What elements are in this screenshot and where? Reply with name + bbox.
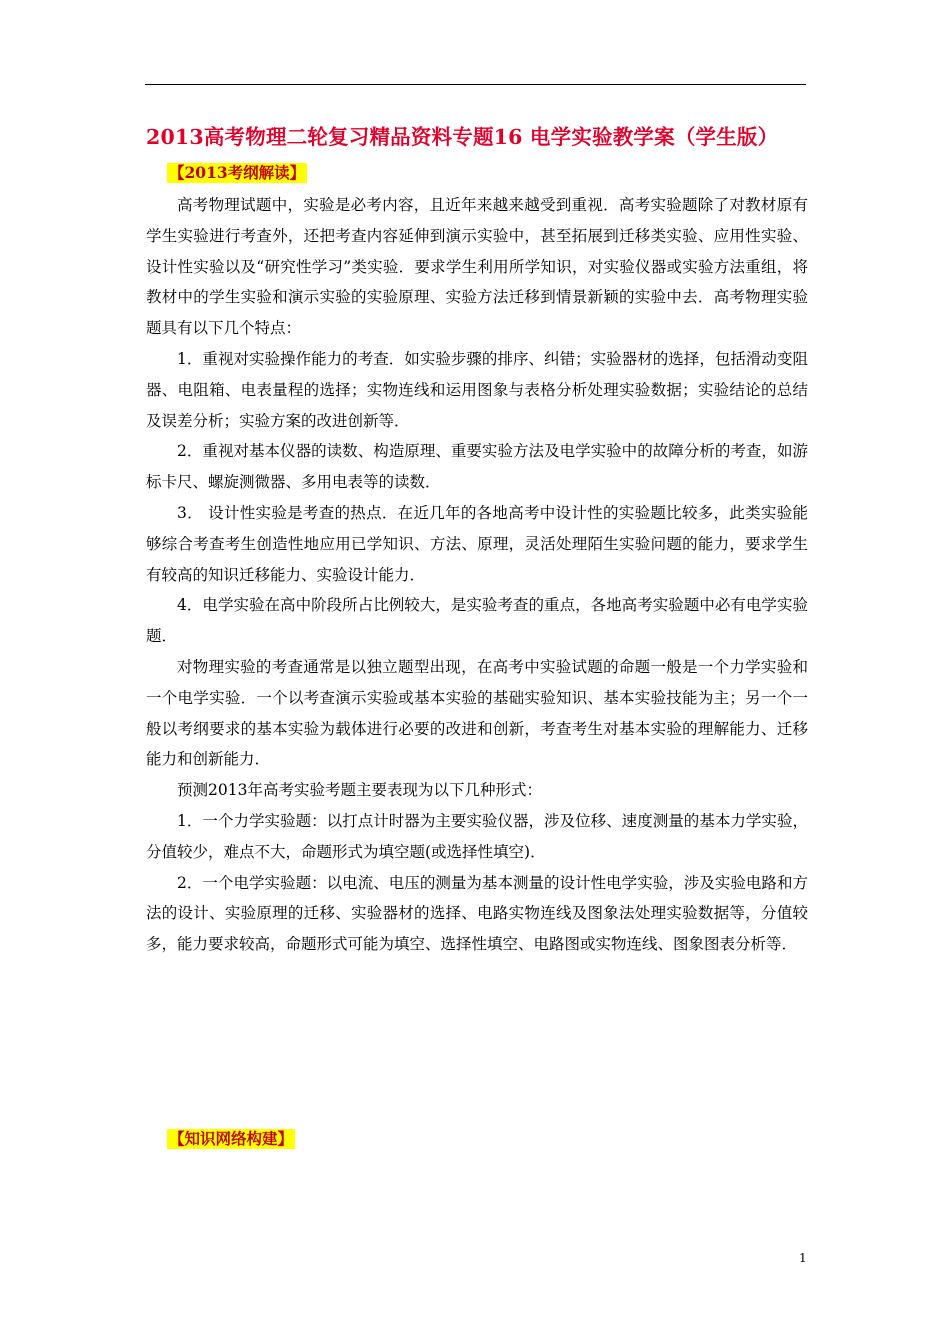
paragraph-exam-format: 对物理实验的考查通常是以独立题型出现，在高考中实验试题的命题一般是一个力学实验和一个电学实验．一个以考查演示实验或基本实验的基础实验知识、基本实验技能为主；另一个一般以考纲要求的基本实验为载体进行必要的改进和创新，考查考生对基本实验的理解能力、迁移能力和创新能力． xyxy=(146,657,808,769)
paragraph-form-mechanics: 1．一个力学实验题：以打点计时器为主要实验仪器，涉及位移、速度测量的基本力学实验，分值较少，难点不大，命题形式为填空题(或选择性填空)． xyxy=(146,811,808,861)
document-title: 2013高考物理二轮复习精品资料专题16 电学实验教学案（学生版） xyxy=(146,125,779,149)
paragraph-point-4: 4．电学实验在高中阶段所占比例较大，是实验考查的重点，各地高考实验题中必有电学实验题． xyxy=(146,596,808,646)
section-heading-exam-outline: 【2013考纲解读】 xyxy=(169,163,306,182)
paragraph-form-electrical: 2．一个电学实验题：以电流、电压的测量为基本测量的设计性电学实验，涉及实验电路和方法的设计、实验原理的迁移、实验器材的选择、电路实物连线及图象法处理实验数据等，分值较多，能力要求较高，命题形式可能为填空、选择性填空、电路图或实物连线、图象图表分析等． xyxy=(146,873,808,954)
paragraph-point-1: 1．重视对实验操作能力的考查．如实验步骤的排序、纠错；实验器材的选择，包括滑动变阻器、电阻箱、电表量程的选择；实物连线和运用图象与表格分析处理实验数据；实验结论的总结及误差分析；实验方案的改进创新等． xyxy=(146,349,808,430)
section-heading-knowledge-network: 【知识网络构建】 xyxy=(169,1129,294,1148)
paragraph-prediction: 预测2013年高考实验考题主要表现为以下几种形式： xyxy=(177,781,542,800)
paragraph-intro: 高考物理试题中，实验是必考内容，且近年来越来越受到重视．高考实验题除了对教材原有学生实验进行考查外，还把考查内容延伸到演示实验中，甚至拓展到迁移类实验、应用性实验、设计性实验以及“研究性学习”类实验．要求学生利用所学知识，对实验仪器或实验方法重组，将教材中的学生实验和演示实验的实验原理、实验方法迁移到情景新颖的实验中去．高考物理实验题具有以下几个特点： xyxy=(146,196,808,338)
document-body xyxy=(146,190,808,960)
paragraph-point-2: 2．重视对基本仪器的读数、构造原理、重要实验方法及电学实验中的故障分析的考查，如游标卡尺、螺旋测微器、多用电表等的读数． xyxy=(146,442,808,492)
paragraph-point-3: 3． 设计性实验是考查的热点．在近几年的各地高考中设计性的实验题比较多，此类实验能够综合考查考生创造性地应用已学知识、方法、原理，灵活处理陌生实验问题的能力，要求学生有较高的知识迁移能力、实验设计能力． xyxy=(146,503,808,584)
header-rule xyxy=(145,84,806,85)
page-number: 1 xyxy=(799,1251,807,1265)
